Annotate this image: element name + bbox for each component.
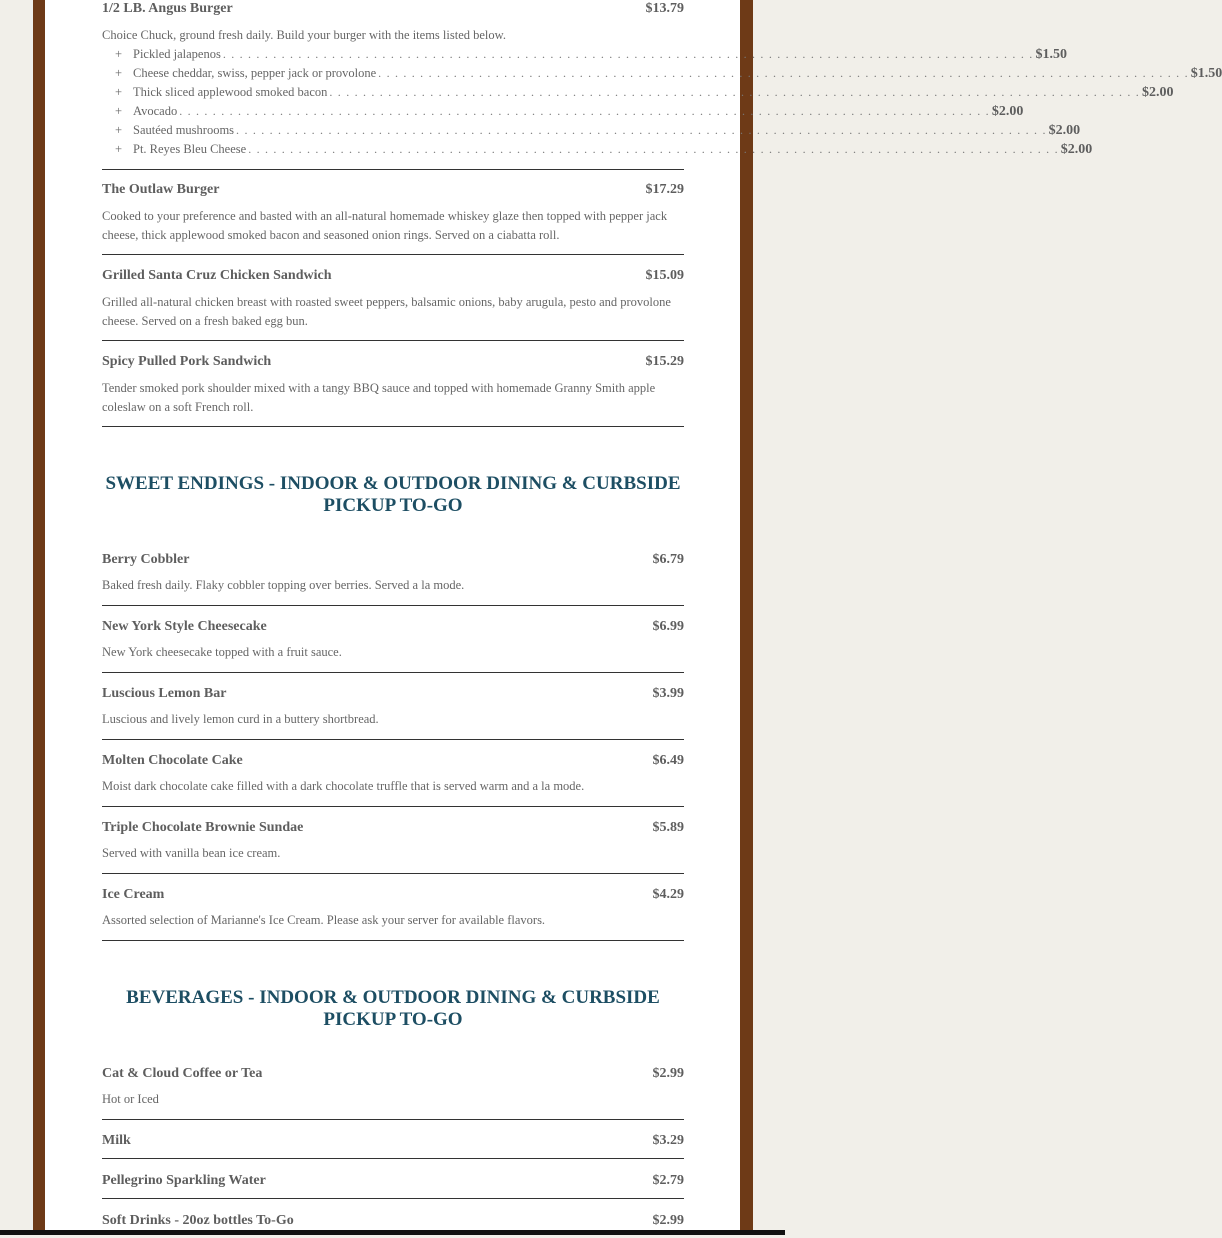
addon-price: $2.00 — [1142, 85, 1174, 100]
item-description: Tender smoked pork shoulder mixed with a tangy BBQ sauce and topped with homemade Granny Smith apple coleslaw on a soft French roll. — [102, 381, 656, 414]
item-name: Luscious Lemon Bar — [102, 686, 227, 701]
item-price: $3.29 — [652, 1133, 684, 1148]
item-name: Spicy Pulled Pork Sandwich — [102, 354, 272, 369]
menu-item — [102, 686, 684, 740]
item-name: Pellegrino Sparkling Water — [102, 1173, 266, 1188]
item-name: Cat & Cloud Coffee or Tea — [102, 1066, 263, 1081]
menu-item — [102, 182, 684, 255]
addon-price: $2.00 — [1048, 123, 1081, 138]
item-price: $15.09 — [645, 268, 684, 283]
burger-section — [102, 1, 1222, 170]
addon-row: + Pt. Reyes Bleu Cheese . . . . . . . . . . . . . . . . . . . . . . . . . . . . . . . . . . . . . . . . . . . . . . . . . . . . . . . . . . . . . . . . . . . . . . . . . . . . . . . . . . . . . . . . . . . . . . . . . $2.00 — [115, 142, 1093, 157]
addon-name: Pt. Reyes Bleu Cheese — [133, 142, 247, 156]
addon-list — [102, 45, 1222, 161]
menu-item — [102, 552, 684, 606]
item-name: Ice Cream — [102, 887, 165, 902]
addon-row: + Sautéed mushrooms . . . . . . . . . . . . . . . . . . . . . . . . . . . . . . . . . . . . . . . . . . . . . . . . . . . . . . . . . . . . . . . . . . . . . . . . . . . . . . . . . . . . . . . . . . . . . . . . . $2.00 — [115, 123, 1081, 138]
menu-item — [102, 1066, 684, 1120]
item-description: Moist dark chocolate cake filled with a dark chocolate truffle that is served warm and a la mode. — [102, 779, 585, 793]
item-description: Assorted selection of Marianne's Ice Cream. Please ask your server for available flavors. — [102, 913, 546, 927]
addon-price: $2.00 — [1060, 142, 1093, 157]
item-description: New York cheesecake topped with a fruit sauce. — [102, 645, 342, 659]
item-price: $2.99 — [652, 1213, 684, 1228]
menu-item — [102, 1133, 684, 1159]
item-description: Cooked to your preference and basted with an all-natural homemade whiskey glaze then topped with pepper jack cheese, thick applewood smoked bacon and seasoned onion rings. Served on a ciabatta roll. — [102, 209, 668, 242]
item-name: Triple Chocolate Brownie Sundae — [102, 820, 304, 835]
addon-name: Thick sliced applewood smoked bacon — [133, 85, 328, 99]
item-price: $2.79 — [652, 1173, 684, 1188]
item-description: Served with vanilla bean ice cream. — [102, 846, 281, 860]
item-name: Grilled Santa Cruz Chicken Sandwich — [102, 268, 332, 283]
menu-item — [102, 354, 684, 427]
addon-name: Cheese cheddar, swiss, pepper jack or provolone — [133, 66, 377, 80]
menu-item — [102, 1173, 684, 1199]
menu-item — [102, 753, 684, 807]
menu-item — [102, 887, 684, 941]
item-name: Soft Drinks - 20oz bottles To-Go — [102, 1213, 294, 1228]
addon-price: $1.50 — [1035, 47, 1067, 62]
item-price: $3.99 — [652, 686, 684, 701]
item-name: Milk — [102, 1133, 131, 1148]
item-name: New York Style Cheesecake — [102, 619, 267, 634]
menu-item — [102, 619, 684, 673]
item-name: 1/2 LB. Angus Burger — [102, 1, 233, 16]
addon-name: Sautéed mushrooms — [133, 123, 235, 137]
item-price: $4.29 — [652, 887, 684, 902]
item-price: $6.49 — [652, 753, 684, 768]
item-description: Hot or Iced — [102, 1092, 159, 1106]
menu-item — [102, 1, 1222, 170]
section-title-beverages: BEVERAGES - INDOOR & OUTDOOR DINING & CURBSIDE PICKUP TO-GO — [126, 987, 660, 1030]
menu-item — [102, 268, 684, 341]
addon-name: Pickled jalapenos — [133, 47, 221, 61]
addon-price: $2.00 — [991, 104, 1024, 119]
item-name: The Outlaw Burger — [102, 182, 220, 197]
item-price: $6.79 — [652, 552, 684, 567]
item-price: $6.99 — [652, 619, 684, 634]
item-description: Choice Chuck, ground fresh daily. Build your burger with the items listed below. — [102, 28, 506, 42]
menu-item — [102, 820, 684, 874]
item-description: Grilled all-natural chicken breast with roasted sweet peppers, balsamic onions, baby arugula, pesto and provolone cheese. Served on a fresh baked egg bun. — [102, 295, 671, 328]
bottom-edge-bar — [0, 1230, 785, 1235]
addon-price: $1.50 — [1190, 66, 1222, 81]
addon-row: + Cheese cheddar, swiss, pepper jack or provolone . . . . . . . . . . . . . . . . . . . . . . . . . . . . . . . . . . . . . . . . . . . . . . . . . . . . . . . . . . . . . . . . . . . . . . . . . . . . . . . . . . . . . . . . . . . . . . . . . $1.50 — [115, 66, 1222, 81]
item-description: Luscious and lively lemon curd in a buttery shortbread. — [102, 712, 379, 726]
addon-row: + Avocado . . . . . . . . . . . . . . . . . . . . . . . . . . . . . . . . . . . . . . . . . . . . . . . . . . . . . . . . . . . . . . . . . . . . . . . . . . . . . . . . . . . . . . . . . . . . . . . . . $2.00 — [115, 104, 1024, 119]
addon-row: + Pickled jalapenos . . . . . . . . . . . . . . . . . . . . . . . . . . . . . . . . . . . . . . . . . . . . . . . . . . . . . . . . . . . . . . . . . . . . . . . . . . . . . . . . . . . . . . . . . . . . . . . . . $1.50 — [115, 47, 1067, 62]
addon-name: Avocado — [133, 104, 178, 118]
item-description: Baked fresh daily. Flaky cobbler topping over berries. Served a la mode. — [102, 578, 465, 592]
item-price: $13.79 — [645, 1, 684, 16]
item-name: Molten Chocolate Cake — [102, 753, 243, 768]
item-price: $17.29 — [645, 182, 684, 197]
item-price: $5.89 — [652, 820, 684, 835]
item-price: $15.29 — [645, 354, 684, 369]
section-title-sweet-endings: SWEET ENDINGS - INDOOR & OUTDOOR DINING & CURBSIDE PICKUP TO-GO — [105, 473, 681, 516]
item-price: $2.99 — [652, 1066, 684, 1081]
addon-row: + Thick sliced applewood smoked bacon . . . . . . . . . . . . . . . . . . . . . . . . . . . . . . . . . . . . . . . . . . . . . . . . . . . . . . . . . . . . . . . . . . . . . . . . . . . . . . . . . . . . . . . . . . . . . . . . . $2.00 — [115, 85, 1174, 100]
item-name: Berry Cobbler — [102, 552, 190, 567]
